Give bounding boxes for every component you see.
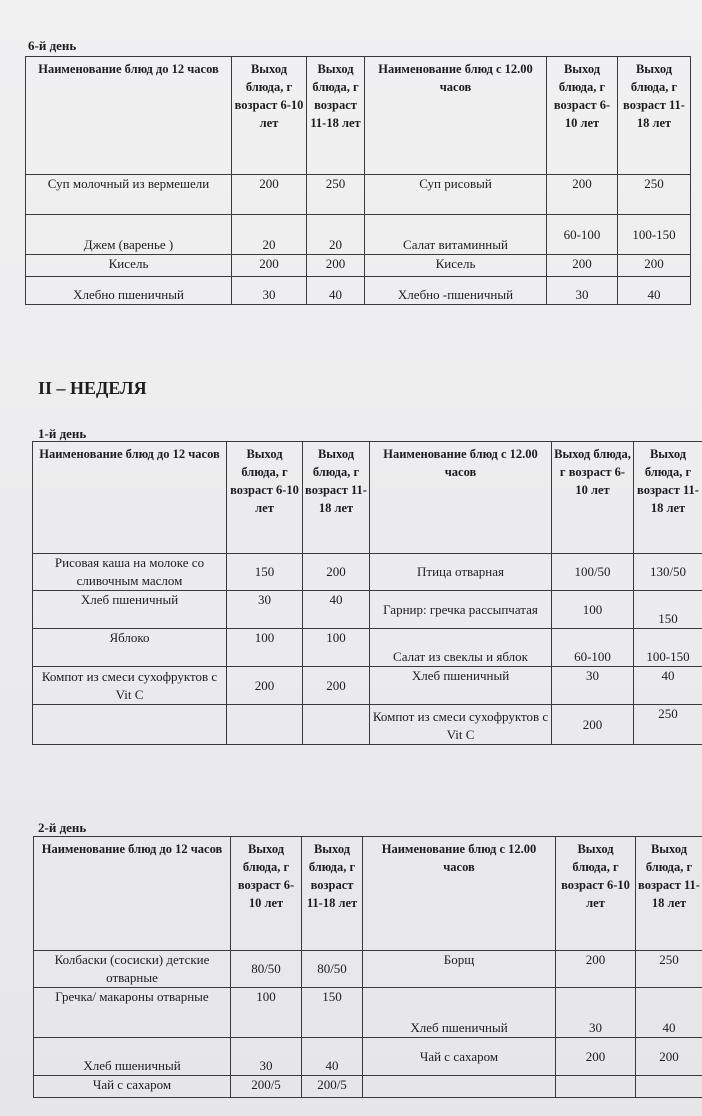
table-cell: 100-150: [618, 215, 691, 255]
table-row: [33, 591, 702, 629]
table-cell: 130/50: [634, 554, 702, 591]
col-header: Наименование блюд с 12.00 часов: [365, 57, 547, 175]
col-header: Выход блюда, г возраст 11-18 лет: [636, 837, 702, 951]
table-cell: 150: [634, 591, 702, 629]
menu-table-day-2: [33, 836, 702, 1098]
table-cell: 200: [547, 255, 618, 277]
table-cell: 200: [636, 1038, 702, 1076]
table-row: [26, 175, 691, 215]
table-cell: 250: [307, 175, 365, 215]
table-row: [34, 951, 702, 988]
table-cell: Хлеб пшеничный: [363, 988, 556, 1038]
table-row: [33, 629, 702, 667]
table-cell: Птица отварная: [370, 554, 552, 591]
table-cell: Гарнир: гречка рассыпчатая: [370, 591, 552, 629]
day-2-label: 2-й день: [38, 820, 87, 835]
table-cell: Чай с сахаром: [34, 1076, 231, 1098]
col-header: Наименование блюд с 12.00 часов: [363, 837, 556, 951]
table-cell: [33, 705, 227, 745]
table-cell: 200: [303, 554, 370, 591]
table-cell: 200: [232, 175, 307, 215]
table-row: [26, 277, 691, 305]
col-header: Наименование блюд до 12 часов: [33, 442, 227, 554]
table-cell: [363, 1076, 556, 1098]
table-cell: Хлебно -пшеничный: [365, 277, 547, 305]
table-cell: Хлеб пшеничный: [34, 1038, 231, 1076]
table-cell: Хлеб пшеничный: [370, 667, 552, 705]
table-cell: 100: [227, 629, 303, 667]
table-cell: Суп молочный из вермешели: [26, 175, 232, 215]
day-1-label: 1-й день: [38, 426, 87, 441]
table-cell: Салат витаминный: [365, 215, 547, 255]
table-cell: 150: [302, 988, 363, 1038]
table-cell: 200: [303, 667, 370, 705]
day-6-label: 6-й день: [28, 38, 77, 53]
table-cell: 100: [552, 591, 634, 629]
table-cell: 40: [634, 667, 702, 705]
table-cell: 100-150: [634, 629, 702, 667]
table-cell: 200: [618, 255, 691, 277]
table-cell: 30: [231, 1038, 302, 1076]
table-cell: [303, 705, 370, 745]
table-cell: [227, 705, 303, 745]
table-cell: 150: [227, 554, 303, 591]
col-header: Выход блюда, г возраст 11-18 лет: [634, 442, 702, 554]
table-cell: Компот из смеси сухофруктов с Vit C: [370, 705, 552, 745]
menu-table-day-1: [32, 441, 702, 745]
table-cell: 200: [552, 705, 634, 745]
col-header: Наименование блюд до 12 часов: [26, 57, 232, 175]
col-header: Выход блюда, г возраст 6-10 лет: [556, 837, 636, 951]
table-cell: Джем (варенье ): [26, 215, 232, 255]
table-cell: 40: [302, 1038, 363, 1076]
table-cell: 100/50: [552, 554, 634, 591]
table-cell: 20: [232, 215, 307, 255]
col-header: Выход блюда, г возраст 11-18 лет: [302, 837, 363, 951]
col-header: Выход блюда, г возраст 6-10 лет: [547, 57, 618, 175]
table-cell: [636, 1076, 702, 1098]
table-cell: 30: [547, 277, 618, 305]
table-row: [26, 255, 691, 277]
table-cell: 100: [303, 629, 370, 667]
table-cell: Кисель: [365, 255, 547, 277]
table-cell: 200/5: [231, 1076, 302, 1098]
table-cell: 250: [618, 175, 691, 215]
table-cell: 200: [556, 1038, 636, 1076]
table-row: [26, 215, 691, 255]
menu-table-day-6: [25, 56, 691, 305]
table-cell: 40: [636, 988, 702, 1038]
table-cell: 200: [227, 667, 303, 705]
table-cell: 200: [232, 255, 307, 277]
table-header-row: [33, 442, 702, 554]
table-header-row: [34, 837, 702, 951]
col-header: Наименование блюд до 12 часов: [34, 837, 231, 951]
table-cell: 40: [307, 277, 365, 305]
table-cell: Гречка/ макароны отварные: [34, 988, 231, 1038]
table-cell: Яблоко: [33, 629, 227, 667]
table-cell: Хлебно пшеничный: [26, 277, 232, 305]
table-cell: Чай с сахаром: [363, 1038, 556, 1076]
table-cell: 30: [556, 988, 636, 1038]
table-row: [33, 667, 702, 705]
col-header: Выход блюда, г возраст 11-18 лет: [303, 442, 370, 554]
table-cell: 80/50: [231, 951, 302, 988]
col-header: Выход блюда, г возраст 6-10 лет: [227, 442, 303, 554]
table-cell: Рисовая каша на молоке со сливочным маслом: [33, 554, 227, 591]
table-cell: 250: [636, 951, 702, 988]
col-header: Наименование блюд с 12.00 часов: [370, 442, 552, 554]
table-cell: 40: [303, 591, 370, 629]
table-cell: 200/5: [302, 1076, 363, 1098]
table-row: [33, 705, 702, 745]
table-cell: Салат из свеклы и яблок: [370, 629, 552, 667]
table-cell: 30: [232, 277, 307, 305]
table-cell: 200: [547, 175, 618, 215]
table-cell: 100: [231, 988, 302, 1038]
col-header: Выход блюда, г возраст 6-10 лет: [552, 442, 634, 554]
table-cell: Суп рисовый: [365, 175, 547, 215]
table-cell: Борщ: [363, 951, 556, 988]
table-header-row: [26, 57, 691, 175]
table-cell: Кисель: [26, 255, 232, 277]
table-cell: 40: [618, 277, 691, 305]
table-cell: 80/50: [302, 951, 363, 988]
table-cell: Компот из смеси сухофруктов с Vit C: [33, 667, 227, 705]
table-cell: [556, 1076, 636, 1098]
table-cell: Колбаски (сосиски) детские отварные: [34, 951, 231, 988]
col-header: Выход блюда, г возраст 6-10 лет: [232, 57, 307, 175]
table-cell: 30: [552, 667, 634, 705]
col-header: Выход блюда, г возраст 6-10 лет: [231, 837, 302, 951]
col-header: Выход блюда, г возраст 11-18 лет: [307, 57, 365, 175]
week-2-heading: II – НЕДЕЛЯ: [38, 378, 147, 398]
table-cell: 200: [556, 951, 636, 988]
table-cell: 30: [227, 591, 303, 629]
table-cell: 200: [307, 255, 365, 277]
table-cell: 60-100: [547, 215, 618, 255]
col-header: Выход блюда, г возраст 11-18 лет: [618, 57, 691, 175]
table-row: [34, 988, 702, 1038]
table-cell: 250: [634, 705, 702, 745]
table-cell: 20: [307, 215, 365, 255]
table-row: [34, 1076, 702, 1098]
table-row: [34, 1038, 702, 1076]
table-cell: 60-100: [552, 629, 634, 667]
table-cell: Хлеб пшеничный: [33, 591, 227, 629]
table-row: [33, 554, 702, 591]
